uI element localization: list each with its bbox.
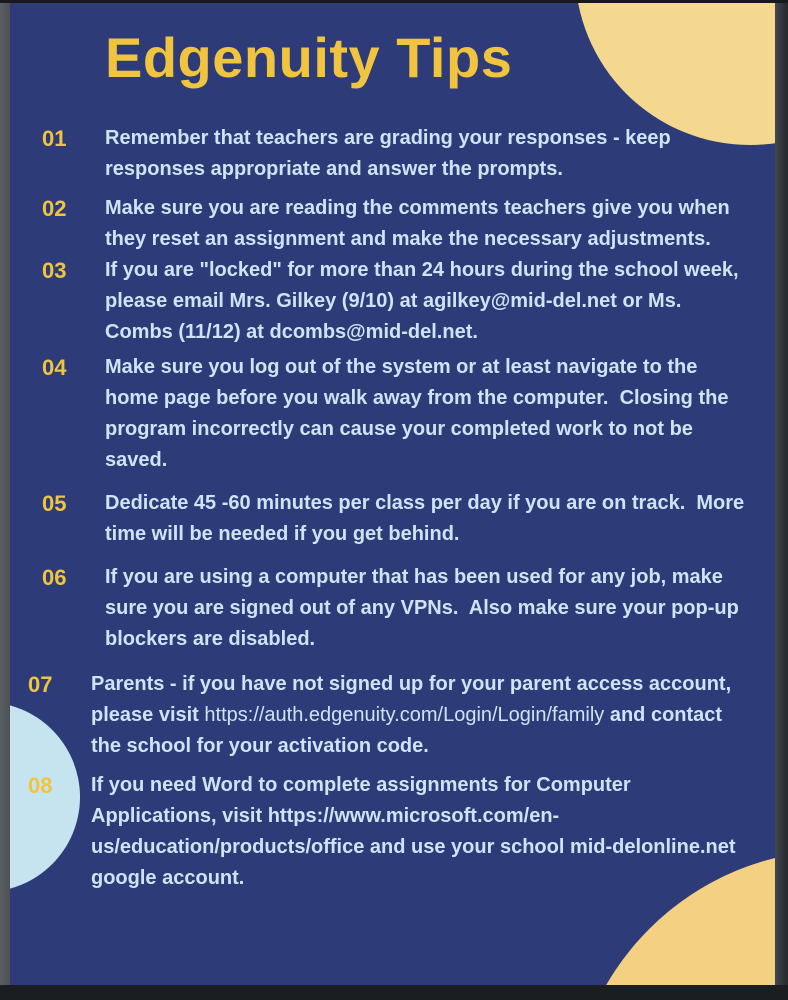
tip-text-segment: If you are using a computer that has been used for any job, make sure you are signed out of any VPNs. Also make sure your pop-up blockers are disabled. — [105, 566, 745, 650]
tip-item — [42, 562, 748, 655]
tip-text-segment: and contact the school for your activation code. — [91, 704, 728, 757]
tip-number: 04 — [42, 355, 67, 380]
tip-text-segment: Dedicate 45 -60 minutes per class per day if you are on track. More time will be needed if you get behind. — [105, 492, 750, 545]
tip-text-segment: Parents - if you have not signed up for your parent access account, please visit — [91, 673, 737, 726]
tip-item — [42, 193, 748, 255]
tip-item — [42, 488, 748, 550]
poster-page — [10, 3, 775, 985]
tip-text — [91, 669, 748, 762]
frame-edge-right — [775, 0, 788, 1000]
tip-text-segment: Make sure you log out of the system or at least navigate to the home page before you walk away from the computer. Closing the program incorrectly can cause your completed work to not be saved. — [105, 356, 735, 471]
tip-text — [105, 562, 748, 655]
tips-list — [28, 123, 750, 894]
tip-number: 08 — [28, 773, 53, 798]
tip-text-segment: Remember that teachers are grading your responses - keep responses appropriate and answer the prompts. — [105, 127, 677, 180]
frame-edge-left — [0, 0, 10, 1000]
frame-edge-top — [0, 0, 788, 3]
tip-text-segment: Make sure you are reading the comments teachers give you when they reset an assignment and make the necessary adjustments. — [105, 197, 736, 250]
tip-text — [105, 193, 748, 255]
url-text: https://auth.edgenuity.com/Login/Login/family — [204, 704, 605, 726]
page-title: Edgenuity Tips — [105, 26, 513, 89]
tip-item — [42, 123, 748, 185]
tip-number: 05 — [42, 491, 67, 516]
tip-text — [105, 123, 748, 185]
tip-number: 06 — [42, 565, 67, 590]
tip-number: 02 — [42, 196, 67, 221]
frame-edge-bottom — [0, 985, 788, 1000]
tip-item — [42, 255, 748, 348]
tip-number: 07 — [28, 672, 53, 697]
tip-text-segment: If you are "locked" for more than 24 hours during the school week, please email Mrs. Gilkey (9/10) at agilkey@mid-del.net or Ms. Combs (11/12) at dcombs@mid-del.net. — [105, 259, 745, 343]
tip-item — [42, 352, 748, 476]
tip-number: 01 — [42, 126, 67, 151]
tip-item — [28, 770, 748, 894]
tip-number: 03 — [42, 258, 67, 283]
tip-text — [105, 352, 748, 476]
tip-text — [91, 770, 748, 894]
tip-text-segment: If you need Word to complete assignments for Computer Applications, visit https://www.microsoft.com/en-us/education/products/office and use your school mid-delonline.net google account. — [91, 774, 742, 889]
tip-text — [105, 255, 748, 348]
tip-item — [28, 669, 748, 762]
tip-text — [105, 488, 748, 550]
